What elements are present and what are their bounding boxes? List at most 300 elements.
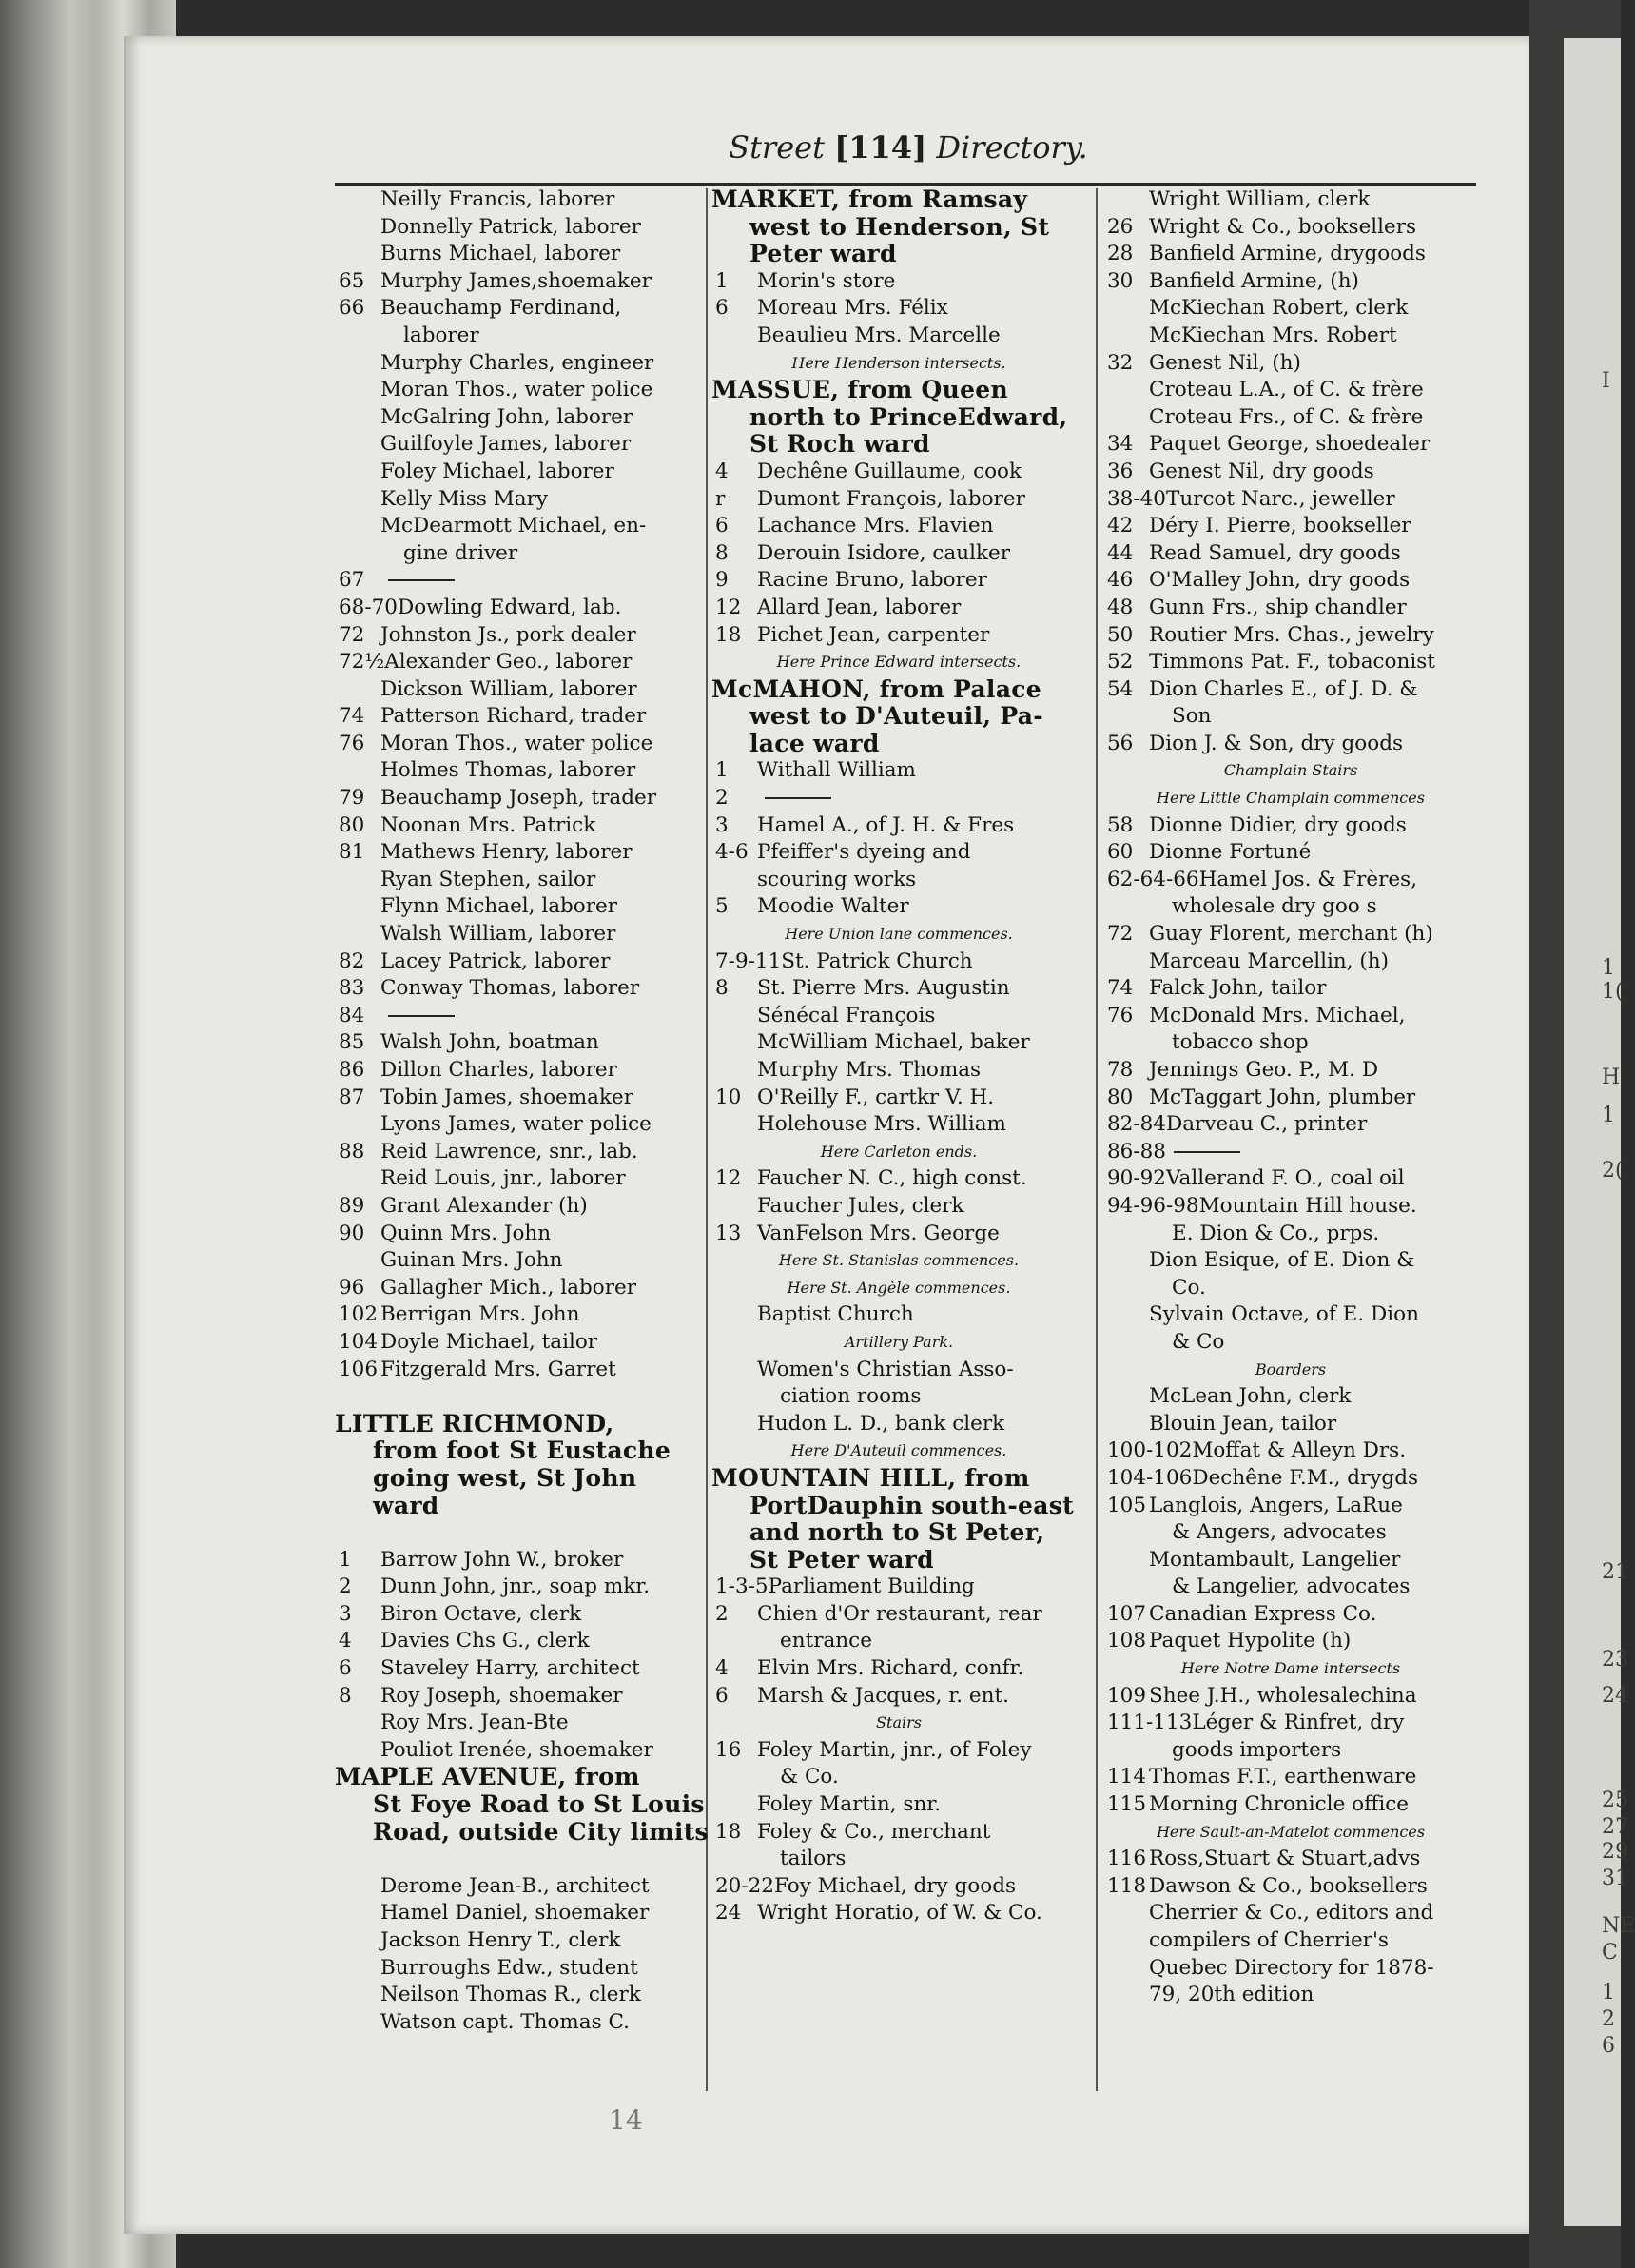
street-heading: from foot St Eustache	[373, 1437, 672, 1465]
directory-entry: Faucher Jules, clerk	[757, 1193, 964, 1218]
house-number: 82-84	[1107, 1112, 1166, 1137]
occupant-text: Moffat & Alleyn Drs.	[1192, 1438, 1407, 1463]
street-heading: Road, outside City limits	[373, 1817, 709, 1846]
house-number: 114	[1107, 1765, 1147, 1789]
directory-entry: Reid Louis, jnr., laborer	[380, 1166, 626, 1191]
house-number: 102	[339, 1302, 379, 1327]
occupant-text: Beauchamp Joseph, trader	[380, 786, 656, 811]
directory-entry: Watson capt. Thomas C.	[380, 2009, 630, 2034]
house-number: 105	[1107, 1493, 1147, 1517]
directory-entry: McKiechan Mrs. Robert	[1149, 323, 1397, 347]
house-number: 36	[1107, 459, 1134, 483]
directory-entry	[1103, 812, 1478, 840]
directory-entry	[711, 1683, 1086, 1711]
house-number: 94-96-98	[1107, 1193, 1199, 1218]
directory-entry	[711, 1165, 1086, 1193]
directory-entry	[1103, 1601, 1478, 1629]
occupant-text: Roy Joseph, shoemaker	[380, 1683, 623, 1708]
occupant-text: St. Patrick Church	[781, 948, 973, 973]
directory-entry	[1103, 540, 1478, 568]
directory-entry	[711, 513, 1086, 540]
directory-entry	[711, 1601, 1086, 1629]
house-number: 1-3-5	[715, 1574, 769, 1599]
directory-entry: Jackson Henry T., clerk	[380, 1928, 621, 1952]
street-heading: going west, St John	[373, 1463, 637, 1492]
house-number: 30	[1107, 268, 1134, 293]
house-number: 3	[339, 1601, 352, 1626]
directory-entry	[711, 268, 1086, 296]
occupant-text: Davies Chs G., clerk	[380, 1629, 590, 1653]
house-number: 4	[339, 1629, 352, 1653]
next-page-fragment: 25	[1602, 1789, 1628, 1812]
house-number: 4	[715, 459, 729, 483]
page-number: [114]	[834, 129, 927, 166]
occupant-text: Dillon Charles, laborer	[380, 1058, 617, 1082]
occupant-text: Hamel A., of J. H. & Fres	[757, 812, 1015, 837]
house-number: 115	[1107, 1792, 1147, 1817]
directory-entry	[1103, 839, 1478, 867]
directory-entry	[711, 622, 1086, 650]
directory-entry: McDearmott Michael, en-	[380, 514, 647, 538]
occupant-text: Alexander Geo., laborer	[384, 650, 633, 675]
directory-entry	[1103, 1628, 1478, 1655]
spacer	[335, 1846, 710, 1873]
occupant-text: Derouin Isidore, caulker	[757, 540, 1010, 565]
directory-entry: Hudon L. D., bank clerk	[757, 1411, 1005, 1436]
directory-entry: McWilliam Michael, baker	[757, 1030, 1030, 1055]
occupant-text: Dion J. & Son, dry goods	[1149, 731, 1403, 755]
directory-entry: & Co.	[780, 1765, 839, 1789]
street-heading: lace ward	[749, 729, 880, 757]
directory-entry	[335, 567, 710, 595]
directory-entry: Croteau Frs., of C. & frère	[1149, 404, 1424, 429]
street-heading: St Roch ward	[749, 430, 930, 459]
directory-entry: Kelly Miss Mary	[380, 486, 548, 511]
occupant-text: Faucher N. C., high const.	[757, 1166, 1027, 1191]
street-note: Here Union lane commences.	[785, 925, 1013, 944]
directory-entry: Women's Christian Asso-	[757, 1357, 1014, 1381]
column-divider-2	[1096, 188, 1098, 2091]
directory-entry	[335, 1547, 710, 1574]
directory-entry	[711, 1900, 1086, 1927]
directory-entry: ciation rooms	[780, 1384, 922, 1409]
occupant-text: O'Reilly F., cartkr V. H.	[757, 1085, 995, 1109]
house-number: 2	[715, 786, 729, 811]
house-number: 82	[339, 948, 365, 973]
directory-entry	[1103, 241, 1478, 268]
street-heading: west to D'Auteuil, Pa-	[749, 702, 1043, 731]
directory-entry	[335, 1329, 710, 1357]
occupant-text: Jennings Geo. P., M. D	[1149, 1058, 1379, 1082]
street-note: Here St. Stanislas commences.	[778, 1251, 1020, 1270]
directory-entry: 79, 20th edition	[1149, 1983, 1314, 2007]
street-heading: and north to St Peter,	[749, 1518, 1045, 1547]
directory-entry	[1103, 1493, 1478, 1520]
directory-entry	[711, 295, 1086, 323]
occupant-text: Dionne Didier, dry goods	[1149, 812, 1407, 837]
house-number: 4-6	[715, 840, 749, 865]
directory-entry: Flynn Michael, laborer	[380, 894, 618, 919]
next-page-fragment: 1(	[1602, 980, 1624, 1004]
occupant-text: McDonald Mrs. Michael,	[1149, 1003, 1406, 1027]
directory-entry	[1103, 1710, 1478, 1737]
street-heading: MOUNTAIN HILL, from	[711, 1463, 1030, 1492]
occupant-text: Morin's store	[757, 268, 896, 293]
directory-entry: Hamel Daniel, shoemaker	[380, 1901, 650, 1926]
occupant-text: Dionne Fortuné	[1149, 840, 1312, 865]
directory-entry	[335, 1574, 710, 1601]
occupant-text: Genest Nil, (h)	[1149, 350, 1301, 375]
directory-entry	[711, 893, 1086, 921]
house-number: 72	[1107, 922, 1134, 947]
directory-entry: Co.	[1172, 1275, 1206, 1300]
directory-entry: Guilfoyle James, laborer	[380, 432, 632, 457]
directory-entry	[335, 1601, 710, 1629]
next-page-fragment: 31	[1602, 1867, 1628, 1890]
occupant-text: Dunn John, jnr., soap mkr.	[380, 1574, 651, 1599]
occupant-text: Timmons Pat. F., tobaconist	[1149, 650, 1435, 675]
directory-entry	[711, 785, 1086, 812]
directory-entry: Burroughs Edw., student	[380, 1955, 638, 1980]
page-footer-number: 14	[609, 2104, 643, 2136]
directory-entry	[335, 1193, 710, 1221]
directory-entry	[1103, 1003, 1478, 1030]
directory-entry	[1103, 1764, 1478, 1791]
directory-entry	[1103, 567, 1478, 595]
house-number: 26	[1107, 214, 1134, 239]
directory-entry	[335, 1139, 710, 1166]
directory-entry: scouring works	[757, 867, 917, 891]
directory-entry	[335, 948, 710, 976]
directory-entry	[711, 1655, 1086, 1683]
directory-entry: Quebec Directory for 1878-	[1149, 1955, 1434, 1980]
directory-entry	[335, 268, 710, 296]
directory-entry	[1103, 649, 1478, 676]
occupant-text: O'Malley John, dry goods	[1149, 568, 1411, 593]
directory-entry	[335, 1221, 710, 1248]
house-number: 65	[339, 268, 365, 293]
directory-entry: gine driver	[403, 540, 518, 565]
occupant-text: VanFelson Mrs. George	[757, 1221, 1000, 1245]
occupant-text: Patterson Richard, trader	[380, 704, 647, 729]
house-number: 86	[339, 1058, 365, 1082]
occupant-text: Walsh John, boatman	[380, 1030, 599, 1055]
directory-entry: entrance	[780, 1629, 872, 1653]
street-note: Here Carleton ends.	[820, 1142, 978, 1161]
directory-entry	[1103, 1465, 1478, 1493]
next-page-fragment: C	[1602, 1941, 1618, 1965]
next-page-fragment: 29	[1602, 1840, 1628, 1864]
occupant-text: Grant Alexander (h)	[380, 1193, 588, 1218]
house-number: 12	[715, 1166, 742, 1191]
house-number: 42	[1107, 514, 1134, 538]
street-note: Here Little Champlain commences	[1157, 789, 1425, 808]
directory-entry	[711, 1737, 1086, 1765]
directory-entry	[1103, 1791, 1478, 1819]
header-street: Street	[729, 129, 825, 166]
occupant-text: Dowling Edward, lab.	[397, 595, 622, 619]
house-number: r	[715, 486, 726, 511]
house-number: 24	[715, 1901, 742, 1926]
directory-entry	[711, 839, 1086, 867]
occupant-text: Moodie Walter	[757, 894, 909, 919]
occupant-text: Léger & Rinfret, dry	[1192, 1711, 1405, 1735]
directory-entry: Wright William, clerk	[1149, 187, 1371, 211]
next-page-fragment: 6	[1602, 2034, 1615, 2058]
occupant-text: Conway Thomas, laborer	[380, 976, 640, 1001]
street-note: Here Sault-an-Matelot commences	[1156, 1822, 1426, 1841]
occupant-text: Parliament Building	[768, 1574, 975, 1599]
occupant-text: Withall William	[757, 758, 916, 783]
directory-entry	[1103, 731, 1478, 758]
next-page-fragment: I	[1602, 369, 1610, 393]
occupant-text: Morning Chronicle office	[1149, 1792, 1409, 1817]
house-number: 44	[1107, 540, 1134, 565]
next-page-fragment: 1	[1602, 956, 1615, 980]
occupant-text: Routier Mrs. Chas., jewelry	[1149, 622, 1434, 647]
house-number: 13	[715, 1221, 742, 1245]
street-heading: north to PrinceEdward,	[749, 402, 1068, 431]
directory-entry	[335, 1057, 710, 1085]
house-number: 58	[1107, 812, 1134, 837]
street-heading: St Peter ward	[749, 1545, 934, 1574]
house-number: 54	[1107, 676, 1134, 701]
occupant-text: Vallerand F. O., coal oil	[1165, 1166, 1405, 1191]
occupant-text: Pfeiffer's dyeing and	[757, 840, 971, 865]
directory-entry	[1103, 1437, 1478, 1465]
street-note: Here Prince Edward intersects.	[776, 653, 1022, 672]
house-number: 104-106	[1107, 1465, 1193, 1490]
next-page-edge	[1564, 38, 1635, 2226]
street-note: Stairs	[876, 1713, 922, 1732]
directory-entry	[1103, 431, 1478, 459]
directory-entry	[1103, 595, 1478, 622]
house-number: 90	[339, 1221, 365, 1245]
directory-entry	[711, 1819, 1086, 1847]
house-number: 83	[339, 976, 365, 1001]
occupant-text: Lachance Mrs. Flavien	[757, 514, 994, 538]
house-number: 107	[1107, 1601, 1147, 1626]
occupant-text: Moreau Mrs. Félix	[757, 296, 948, 321]
next-page-fragment: 1	[1602, 1981, 1615, 2004]
occupant-text: Dumont François, laborer	[757, 486, 1025, 511]
occupant-text: Darveau C., printer	[1165, 1112, 1368, 1137]
directory-entry: goods importers	[1172, 1737, 1342, 1762]
directory-entry	[1103, 1057, 1478, 1085]
directory-entry	[335, 1655, 710, 1683]
vacant-dash	[765, 797, 831, 799]
occupant-text: Banfield Armine, (h)	[1149, 268, 1359, 293]
occupant-text: Noonan Mrs. Patrick	[380, 812, 596, 837]
house-number: 18	[715, 622, 742, 647]
house-number: 2	[715, 1601, 729, 1626]
street-heading: McMAHON, from Palace	[711, 675, 1041, 703]
directory-entry: McLean John, clerk	[1149, 1384, 1352, 1409]
house-number: 80	[339, 812, 365, 837]
house-number: 74	[339, 704, 365, 729]
next-page-fragment: 24	[1602, 1684, 1628, 1708]
occupant-text: Berrigan Mrs. John	[380, 1302, 580, 1327]
occupant-text: Reid Lawrence, snr., lab.	[380, 1139, 638, 1163]
directory-entry	[335, 703, 710, 731]
house-number: 86-88	[1107, 1139, 1166, 1163]
occupant-text: Foley & Co., merchant	[757, 1819, 991, 1844]
house-number: 88	[339, 1139, 365, 1163]
occupant-text: Mathews Henry, laborer	[380, 840, 633, 865]
directory-entry	[335, 1357, 710, 1384]
column-3	[1103, 186, 1478, 2009]
occupant-text: Marsh & Jacques, r. ent.	[757, 1683, 1009, 1708]
street-heading: PortDauphin south-east	[749, 1491, 1074, 1519]
directory-entry	[1103, 1846, 1478, 1873]
occupant-text: Dawson & Co., booksellers	[1149, 1873, 1428, 1898]
directory-entry	[711, 486, 1086, 514]
column-1	[335, 186, 710, 2036]
directory-entry: McKiechan Robert, clerk	[1149, 296, 1409, 321]
directory-entry	[335, 595, 710, 622]
directory-entry: Ryan Stephen, sailor	[380, 867, 596, 891]
street-heading: LITTLE RICHMOND,	[335, 1409, 614, 1437]
house-number: 87	[339, 1085, 365, 1109]
directory-entry	[1103, 350, 1478, 378]
house-number: 8	[715, 976, 729, 1001]
house-number: 6	[715, 514, 729, 538]
occupant-text: McTaggart John, plumber	[1149, 1085, 1416, 1109]
directory-entry	[711, 1574, 1086, 1601]
occupant-text: Foy Michael, dry goods	[773, 1873, 1016, 1898]
house-number: 116	[1107, 1847, 1147, 1871]
vacant-dash	[388, 579, 455, 581]
column-2	[711, 186, 1086, 1927]
occupant-text: Staveley Harry, architect	[380, 1656, 640, 1681]
house-number: 78	[1107, 1058, 1134, 1082]
occupant-text: Allard Jean, laborer	[757, 595, 962, 619]
occupant-text: Dechêne Guillaume, cook	[757, 459, 1022, 483]
page-header	[338, 129, 1479, 183]
directory-entry	[335, 1029, 710, 1057]
house-number: 68-70	[339, 595, 398, 619]
next-page-fragment: NE	[1602, 1914, 1635, 1938]
directory-entry: Murphy Charles, engineer	[380, 350, 654, 375]
house-number: 104	[339, 1329, 379, 1354]
occupant-text: Read Samuel, dry goods	[1149, 540, 1401, 565]
house-number: 85	[339, 1030, 365, 1055]
directory-entry: Derome Jean-B., architect	[380, 1873, 650, 1898]
directory-entry: Dickson William, laborer	[380, 676, 637, 701]
directory-entry: E. Dion & Co., prps.	[1172, 1221, 1380, 1245]
directory-entry: & Co	[1172, 1329, 1225, 1354]
directory-entry	[1103, 622, 1478, 650]
directory-entry	[335, 839, 710, 867]
occupant-text: Genest Nil, dry goods	[1149, 459, 1374, 483]
house-number: 48	[1107, 595, 1134, 619]
directory-entry	[335, 731, 710, 758]
directory-entry: compilers of Cherrier's	[1149, 1928, 1389, 1952]
occupant-text: Guay Florent, merchant (h)	[1149, 922, 1433, 947]
directory-entry: Baptist Church	[757, 1302, 914, 1327]
occupant-text: Moran Thos., water police	[380, 731, 653, 755]
directory-entry	[1103, 1193, 1478, 1221]
next-page-fragment: 23	[1602, 1648, 1628, 1672]
house-number: 108	[1107, 1629, 1147, 1653]
house-number: 20-22	[715, 1873, 774, 1898]
directory-entry: tobacco shop	[1172, 1030, 1309, 1055]
house-number: 4	[715, 1656, 729, 1681]
house-number: 2	[339, 1574, 352, 1599]
occupant-text: Wright Horatio, of W. & Co.	[757, 1901, 1042, 1926]
directory-entry	[1103, 1111, 1478, 1139]
street-note: Here Henderson intersects.	[791, 353, 1006, 372]
directory-entry: Cherrier & Co., editors and	[1149, 1901, 1434, 1926]
directory-entry	[711, 948, 1086, 976]
directory-entry: Walsh William, laborer	[380, 922, 616, 947]
occupant-text: Lacey Patrick, laborer	[380, 948, 611, 973]
directory-entry: Croteau L.A., of C. & frère	[1149, 378, 1424, 402]
directory-entry: Burns Michael, laborer	[380, 242, 621, 266]
house-number: 1	[715, 758, 729, 783]
occupant-text: Hamel Jos. & Frères,	[1198, 867, 1418, 891]
directory-entry: Murphy Mrs. Thomas	[757, 1058, 982, 1082]
occupant-text: Foley Martin, jnr., of Foley	[757, 1737, 1032, 1762]
house-number: 60	[1107, 840, 1134, 865]
occupant-text: Shee J.H., wholesalechina	[1149, 1683, 1417, 1708]
occupant-text: Déry I. Pierre, bookseller	[1149, 514, 1411, 538]
house-number: 66	[339, 296, 365, 321]
directory-entry	[335, 785, 710, 812]
directory-entry: Son	[1172, 704, 1212, 729]
directory-entry: Neilson Thomas R., clerk	[380, 1983, 641, 2007]
house-number: 74	[1107, 976, 1134, 1001]
next-page-fragment: 21	[1602, 1560, 1628, 1584]
directory-entry	[711, 975, 1086, 1003]
occupant-text: Doyle Michael, tailor	[380, 1329, 598, 1354]
house-number: 1	[715, 268, 729, 293]
house-number: 12	[715, 595, 742, 619]
street-heading: MASSUE, from Queen	[711, 376, 1008, 404]
directory-entry	[1103, 1683, 1478, 1711]
street-heading: west to Henderson, St	[749, 212, 1050, 241]
directory-entry: Marceau Marcellin, (h)	[1149, 948, 1390, 973]
directory-entry: Holmes Thomas, laborer	[380, 758, 636, 783]
house-number: 5	[715, 894, 729, 919]
occupant-text: Fitzgerald Mrs. Garret	[380, 1357, 616, 1381]
directory-entry	[335, 622, 710, 650]
house-number: 96	[339, 1275, 365, 1300]
occupant-text: Thomas F.T., earthenware	[1149, 1765, 1417, 1789]
directory-entry: Roy Mrs. Jean-Bte	[380, 1711, 569, 1735]
directory-entry: tailors	[780, 1847, 847, 1871]
occupant-text: Canadian Express Co.	[1149, 1601, 1377, 1626]
next-page-fragment: 2(	[1602, 1159, 1624, 1183]
house-number: 34	[1107, 432, 1134, 457]
occupant-text: Turcot Narc., jeweller	[1165, 486, 1395, 511]
house-number: 89	[339, 1193, 365, 1218]
directory-entry	[335, 1628, 710, 1655]
directory-entry	[1103, 214, 1478, 242]
occupant-text: Ross,Stuart & Stuart,advs	[1149, 1847, 1421, 1871]
directory-entry: & Langelier, advocates	[1172, 1574, 1411, 1599]
house-number: 3	[715, 812, 729, 837]
directory-entry: Beaulieu Mrs. Marcelle	[757, 323, 1001, 347]
directory-entry	[335, 1683, 710, 1711]
occupant-text: Tobin James, shoemaker	[380, 1085, 633, 1109]
occupant-text: Quinn Mrs. John	[380, 1221, 552, 1245]
house-number: 90-92	[1107, 1166, 1166, 1191]
occupant-text: Wright & Co., booksellers	[1149, 214, 1417, 239]
house-number: 6	[339, 1656, 352, 1681]
street-note: Boarders	[1255, 1359, 1327, 1378]
directory-entry	[1103, 867, 1478, 894]
